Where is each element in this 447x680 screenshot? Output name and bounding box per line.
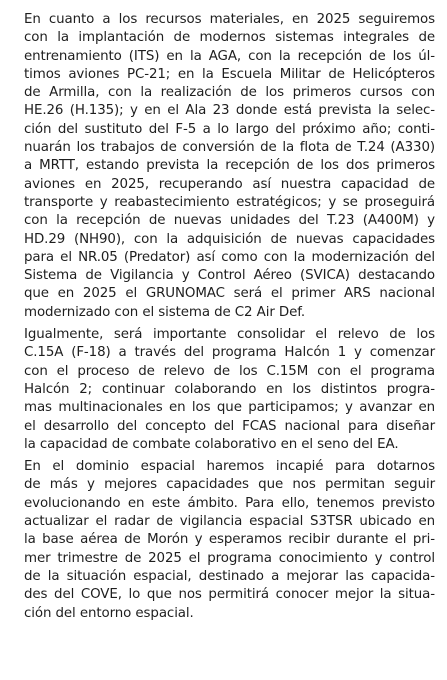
text-line: el desarrollo del concepto del FCAS nacional para diseñar <box>24 418 435 434</box>
text-line: que en 2025 el GRUNOMAC será el primer ARS nacional <box>24 286 435 302</box>
text-line: ción del sustituto del F-5 a lo largo del próximo año; conti- <box>24 121 435 137</box>
text-line: Sistema de Vigilancia y Control Aéreo (SVICA) destacando <box>24 268 435 284</box>
text-line: a MRTT, estando prevista la recepción de los dos primeros <box>24 158 435 174</box>
text-line: En el dominio espacial haremos incapié para dotarnos <box>24 459 435 475</box>
text-line: C.15A (F-18) a través del programa Halcón 1 y comenzar <box>24 345 435 361</box>
text-line: la base aérea de Morón y esperamos recibir durante el pri- <box>24 532 435 548</box>
text-line: para el NR.05 (Predator) así como con la modernización del <box>24 249 435 265</box>
paragraph-dominio-espacial <box>12 458 435 623</box>
text-line: de la situación espacial, destinado a mejorar las capacida- <box>24 568 435 584</box>
document-body <box>12 11 435 627</box>
text-line: HE.26 (H.135); y en el Ala 23 donde está prevista la selec- <box>24 103 435 119</box>
text-line: aviones en 2025, recuperando así nuestra capacidad de <box>24 176 435 192</box>
text-line: mer trimestre de 2025 el programa conocimiento y control <box>24 550 435 566</box>
text-line: de más y mejores capacidades que nos permitan seguir <box>24 477 435 493</box>
text-line: ción del entorno espacial. <box>24 605 194 621</box>
text-line: con el proceso de relevo de los C.15M con el programa <box>24 363 435 379</box>
text-line: modernizado con el sistema de C2 Air Def. <box>24 304 306 320</box>
paragraph-relevo-c15 <box>12 326 435 454</box>
text-line: nuarán los trabajos de conversión de la flota de T.24 (A330) <box>24 140 435 156</box>
text-line: la capacidad de combate colaborativo en el seno del EA. <box>24 436 399 452</box>
text-line: des del COVE, lo que nos permitirá conocer mejor la situa- <box>24 587 435 603</box>
text-line: actualizar el radar de vigilancia espacial S3TSR ubicado en <box>24 514 435 530</box>
text-line: Halcón 2; continuar colaborando en los distintos progra- <box>24 381 435 397</box>
text-line: con la recepción de nuevas unidades del T.23 (A400M) y <box>24 213 435 229</box>
text-line: evolucionando en este ámbito. Para ello, tenemos previsto <box>24 495 435 511</box>
text-line: Igualmente, será importante consolidar el relevo de los <box>24 327 435 343</box>
text-line: timos aviones PC-21; en la Escuela Militar de Helicópteros <box>24 66 435 82</box>
text-line: transporte y reabastecimiento estratégicos; y se proseguirá <box>24 194 435 210</box>
text-line: En cuanto a los recursos materiales, en 2025 seguiremos <box>24 12 435 27</box>
paragraph-recursos-materiales <box>12 11 435 322</box>
text-line: de Armilla, con la realización de los primeros cursos con <box>24 85 435 101</box>
text-line: mas multinacionales en los que participamos; y avanzar en <box>24 400 435 416</box>
text-line: entrenamiento (ITS) en la AGA, con la recepción de los úl- <box>24 48 435 64</box>
text-line: HD.29 (NH90), con la adquisición de nuevas capacidades <box>24 231 435 247</box>
text-line: con la implantación de modernos sistemas integrales de <box>24 30 435 46</box>
